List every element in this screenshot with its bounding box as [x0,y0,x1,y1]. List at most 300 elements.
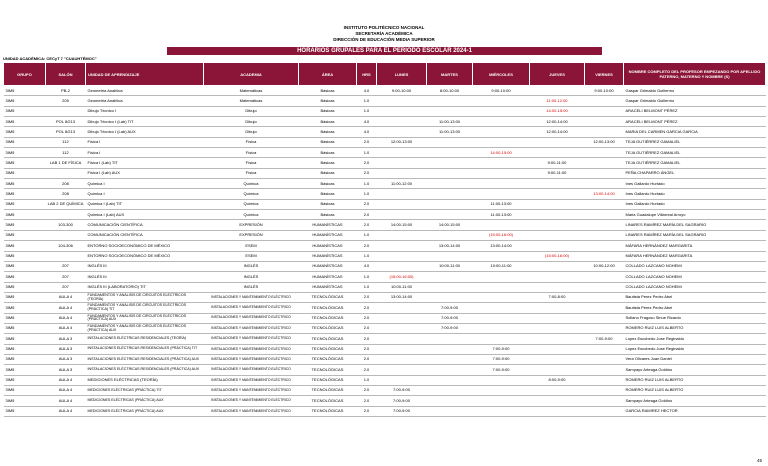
cell-academia: INSTALACIONES Y MANTENIMIENTO ELÉCTRICO [204,344,299,354]
cell-lunes: 7:00-9:00 [377,396,427,406]
table-row [4,220,766,230]
cell-miercoles [473,303,530,313]
cell-area: TECNOLÓGICAS [299,334,357,344]
cell-miercoles: 11:00-13:00 [473,199,530,209]
cell-salon: 104-306 [46,241,86,251]
cell-grupo: 3IM5 [4,158,46,168]
cell-salon: POL 8/213 [46,117,86,127]
table-row [4,282,766,292]
cell-area: HUMANÍSTICAS [299,230,357,240]
cell-salon: POL 8/213 [46,127,86,137]
cell-unidad: FUNDAMENTOS Y ANÁLISIS DE CIRCUITOS ELÉCTRICOS (PRÁCTICA) AUX [86,323,204,333]
cell-lunes: 10:00-11:00 [377,282,427,292]
cell-jueves [530,86,585,96]
cell-martes [427,282,473,292]
cell-hrs: 2.0 [357,344,377,354]
cell-academia: ESEM [204,241,299,251]
cell-lunes [377,127,427,137]
cell-hrs: 1.0 [357,282,377,292]
cell-grupo: 3IM5 [4,385,46,395]
cell-area: Básicas [299,158,357,168]
cell-area: TECNOLÓGICAS [299,292,357,302]
schedule-table [3,62,766,417]
cell-lunes: 12:00-13:00 [377,137,427,147]
cell-lunes [377,261,427,271]
cell-miercoles [473,251,530,261]
cell-grupo: 3IM5 [4,230,46,240]
table-row [4,272,766,282]
cell-grupo: 3IM5 [4,127,46,137]
cell-martes [427,96,473,106]
cell-area: TECNOLÓGICAS [299,396,357,406]
cell-martes [427,406,473,416]
cell-miercoles: 11:00-13:00 [473,210,530,220]
table-row [4,375,766,385]
cell-unidad: Física I (Lab) AUX [86,168,204,178]
cell-grupo: 3IM5 [4,344,46,354]
cell-viernes [585,323,624,333]
cell-unidad: FUNDAMENTOS Y ANÁLISIS DE CIRCUITOS ELÉCTRICOS (TEORÍA) [86,292,204,302]
cell-martes [427,385,473,395]
cell-lunes [377,323,427,333]
cell-viernes: 7:00-9:00 [585,334,624,344]
cell-martes [427,230,473,240]
cell-jueves [530,323,585,333]
table-header-row [4,63,766,86]
cell-jueves [530,241,585,251]
cell-profesor: COLLADO LAZCANO NOHEMI [624,282,766,292]
cell-jueves: 7:00-8:00 [530,292,585,302]
cell-academia: Dibujo [204,127,299,137]
cell-miercoles: 7:00-9:00 [473,354,530,364]
cell-salon [46,168,86,178]
cell-academia: Física [204,137,299,147]
cell-unidad: INGLÉS III (LABORATORIO) TIT [86,282,204,292]
cell-viernes [585,179,624,189]
cell-grupo: 3IM5 [4,406,46,416]
cell-profesor: TEJA GUTIÉRREZ GAMALIEL [624,137,766,147]
cell-lunes [377,210,427,220]
cell-salon: LAB 1 DE FÍSICA [46,158,86,168]
cell-viernes: 12:00-13:00 [585,137,624,147]
cell-grupo: 3IM5 [4,96,46,106]
cell-profesor: ARACELI BELMONT PÉREZ [624,106,766,116]
cell-martes: 13:00-14:00 [427,241,473,251]
cell-jueves [530,313,585,323]
cell-unidad: Química I (Lab) TIT [86,199,204,209]
cell-grupo: 3IM5 [4,189,46,199]
cell-miercoles [473,106,530,116]
cell-viernes [585,230,624,240]
cell-jueves [530,189,585,199]
cell-lunes [377,168,427,178]
cell-academia: INSTALACIONES Y MANTENIMIENTO ELÉCTRICO [204,375,299,385]
cell-viernes [585,241,624,251]
cell-jueves [530,220,585,230]
cell-jueves [530,199,585,209]
cell-academia: Física [204,168,299,178]
document-title: HORARIOS GRUPALES PARA EL PERIODO ESCOLAR 2024-1 [167,47,602,55]
cell-academia: Química [204,179,299,189]
cell-area: HUMANÍSTICAS [299,241,357,251]
cell-profesor: COLLADO LAZCANO NOHEMI [624,261,766,271]
cell-academia: Dibujo [204,106,299,116]
cell-martes [427,272,473,282]
cell-academia: INSTALACIONES Y MANTENIMIENTO ELÉCTRICO [204,292,299,302]
cell-salon: AULA 4 [46,406,86,416]
cell-miercoles [473,282,530,292]
cell-viernes [585,292,624,302]
cell-viernes [585,106,624,116]
cell-grupo: 3IM5 [4,303,46,313]
cell-grupo: 3IM5 [4,168,46,178]
cell-unidad: Física I [86,137,204,147]
table-row [4,292,766,302]
cell-hrs: 1.0 [357,272,377,282]
cell-profesor: LINARES RAMÍREZ MARÍA DEL SAGRARIO [624,220,766,230]
cell-viernes [585,354,624,364]
cell-hrs: 2.0 [357,385,377,395]
cell-unidad: Química I [86,189,204,199]
cell-jueves [530,282,585,292]
cell-viernes [585,127,624,137]
cell-salon: AULA 3 [46,365,86,375]
cell-miercoles [473,272,530,282]
cell-lunes [377,148,427,158]
cell-profesor: Sollano Fragoso Sinue Ricardo [624,313,766,323]
cell-academia: Química [204,189,299,199]
cell-jueves: 14:00-15:00 [530,106,585,116]
cell-martes [427,148,473,158]
cell-salon: 112 [46,148,86,158]
table-row [4,354,766,364]
col-header-hrs: HRS [357,63,377,86]
cell-martes: 8:00-10:00 [427,86,473,96]
cell-profesor: Ines Gallardo Hurtado [624,179,766,189]
cell-hrs: 1.0 [357,230,377,240]
cell-academia: INSTALACIONES Y MANTENIMIENTO ELÉCTRICO [204,303,299,313]
table-row [4,365,766,375]
cell-viernes [585,406,624,416]
table-row [4,334,766,344]
institution-name: INSTITUTO POLITÉCNICO NACIONAL [343,25,425,30]
cell-grupo: 3IM5 [4,251,46,261]
cell-lunes: (15:00-16:00) [377,272,427,282]
cell-academia: Matemáticas [204,86,299,96]
cell-area: Básicas [299,96,357,106]
cell-martes [427,199,473,209]
cell-grupo: 3IM5 [4,282,46,292]
cell-area: TECNOLÓGICAS [299,344,357,354]
cell-salon: 103-300 [46,220,86,230]
col-header-unidad: UNIDAD DE APRENDIZAJE [86,63,204,86]
cell-profesor: MÁFARA HERNÁNDEZ MARGARITA [624,251,766,261]
cell-area: Básicas [299,117,357,127]
table-row [4,385,766,395]
cell-profesor: LINARES RAMÍREZ MARÍA DEL SAGRARIO [624,230,766,240]
col-header-profesor: NOMBRE COMPLETO DEL PROFESOR EMPEZANDO POR APELLIDO PATERNO, MATERNO Y NOMBRE (S) [624,63,766,86]
cell-profesor: ROMERO RUIZ LUIS ALBERTO [624,375,766,385]
cell-unidad: INSTALACIONES ELÉCTRICAS RESIDENCIALES (TEORÍA) [86,334,204,344]
cell-grupo: 3IM5 [4,272,46,282]
table-row [4,251,766,261]
cell-hrs: 2.0 [357,210,377,220]
table-row [4,396,766,406]
cell-grupo: 3IM5 [4,354,46,364]
table-row [4,148,766,158]
cell-academia: INSTALACIONES Y MANTENIMIENTO ELÉCTRICO [204,323,299,333]
cell-grupo: 3IM5 [4,148,46,158]
cell-area: TECNOLÓGICAS [299,313,357,323]
cell-hrs: 2.0 [357,303,377,313]
cell-jueves [530,272,585,282]
unidad-academica: UNIDAD ACADÉMICA: CECyT 7 "CUAUHTÉMOC" [3,56,97,61]
col-header-lunes: LUNES [377,63,427,86]
cell-profesor: Sampayo Arteaga Goldino [624,396,766,406]
cell-salon: LAB 2 DE QUÍMICA [46,199,86,209]
cell-area: Básicas [299,137,357,147]
cell-viernes [585,396,624,406]
cell-area: TECNOLÓGICAS [299,365,357,375]
cell-grupo: 3IM5 [4,199,46,209]
cell-hrs: 4.0 [357,261,377,271]
cell-hrs: 2.0 [357,220,377,230]
cell-profesor: Lopez Escobedo Jose Reginaldo [624,344,766,354]
cell-academia: INGLÉS [204,282,299,292]
cell-grupo: 3IM5 [4,396,46,406]
cell-salon: 207 [46,282,86,292]
cell-miercoles: 9:00-10:00 [473,86,530,96]
cell-grupo: 3IM5 [4,261,46,271]
cell-profesor: TEJA GUTIÉRREZ GAMALIEL [624,148,766,158]
cell-martes: 10:00-11:00 [427,261,473,271]
cell-profesor: MARIA DEL CARMEN GARCIA GARCIA [624,127,766,137]
cell-salon: AULA 4 [46,396,86,406]
cell-lunes: 13:00-14:00 [377,292,427,302]
cell-jueves: 9:00-11:00 [530,158,585,168]
cell-salon: AULA 4 [46,292,86,302]
cell-hrs: 4.0 [357,117,377,127]
cell-profesor: Gaspar Grimaldo Guillermo [624,86,766,96]
cell-lunes [377,375,427,385]
cell-jueves [530,148,585,158]
cell-grupo: 3IM5 [4,86,46,96]
cell-salon: 207 [46,261,86,271]
table-row [4,189,766,199]
cell-salon [46,210,86,220]
cell-profesor: Ines Gallardo Hurtado [624,199,766,209]
cell-martes: 7:00-9:00 [427,303,473,313]
cell-unidad: INGLÉS III [86,272,204,282]
cell-viernes [585,365,624,375]
cell-hrs: 2.0 [357,323,377,333]
cell-jueves: 12:00-14:00 [530,117,585,127]
cell-jueves [530,385,585,395]
cell-academia: Física [204,158,299,168]
cell-grupo: 3IM5 [4,210,46,220]
cell-area: HUMANÍSTICAS [299,272,357,282]
cell-hrs: 2.0 [357,396,377,406]
cell-salon: AULA 4 [46,375,86,385]
cell-profesor: TEJA GUTIÉRREZ GAMALIEL [624,158,766,168]
cell-martes: 14:00-15:00 [427,220,473,230]
cell-miercoles [473,385,530,395]
cell-area: TECNOLÓGICAS [299,375,357,385]
cell-viernes [585,148,624,158]
cell-salon: AULA 3 [46,334,86,344]
table-row [4,261,766,271]
cell-unidad: Física I (Lab) TIT [86,158,204,168]
cell-profesor: PEÑA CHAPARRO ÁNGEL [624,168,766,178]
cell-hrs: 2.0 [357,199,377,209]
cell-grupo: 3IM5 [4,179,46,189]
cell-unidad: Física I [86,148,204,158]
cell-martes [427,251,473,261]
cell-unidad: ENTORNO SOCIOECONÓMICO DE MÉXICO [86,251,204,261]
cell-lunes [377,365,427,375]
cell-unidad: Geometría Analítica [86,86,204,96]
cell-viernes [585,272,624,282]
cell-lunes: 14:00-15:00 [377,220,427,230]
cell-lunes [377,96,427,106]
cell-salon: AULA 3 [46,354,86,364]
cell-unidad: Dibujo Técnico I (Lab) AUX [86,127,204,137]
cell-salon: AULA 4 [46,323,86,333]
cell-martes [427,344,473,354]
cell-viernes: 9:00-10:00 [585,86,624,96]
cell-lunes: 7:00-9:00 [377,406,427,416]
cell-salon: AULA 4 [46,303,86,313]
table-row [4,210,766,220]
cell-unidad: FUNDAMENTOS Y ANÁLISIS DE CIRCUITOS ELÉCTRICOS (PRÁCTICA) TIT [86,303,204,313]
cell-unidad: INSTALACIONES ELÉCTRICAS RESIDENCIALES (PRÁCTICA) TIT [86,344,204,354]
cell-hrs: 2.0 [357,334,377,344]
cell-lunes [377,241,427,251]
cell-unidad: ENTORNO SOCIOECONÓMICO DE MÉXICO [86,241,204,251]
table-row [4,199,766,209]
cell-academia: INSTALACIONES Y MANTENIMIENTO ELÉCTRICO [204,334,299,344]
cell-profesor: Bautista Perez Pedro Abel [624,303,766,313]
cell-academia: Química [204,199,299,209]
table-row [4,230,766,240]
cell-area: TECNOLÓGICAS [299,406,357,416]
cell-jueves [530,334,585,344]
cell-martes [427,292,473,302]
cell-viernes [585,375,624,385]
cell-salon: 205 [46,96,86,106]
cell-jueves [530,396,585,406]
cell-academia: INSTALACIONES Y MANTENIMIENTO ELÉCTRICO [204,406,299,416]
cell-jueves [530,365,585,375]
cell-martes [427,365,473,375]
cell-viernes [585,344,624,354]
cell-lunes [377,313,427,323]
cell-academia: INSTALACIONES Y MANTENIMIENTO ELÉCTRICO [204,313,299,323]
cell-area: Básicas [299,199,357,209]
page-number: 45 [756,458,762,463]
cell-miercoles [473,189,530,199]
cell-miercoles: 7:00-9:00 [473,365,530,375]
cell-area: TECNOLÓGICAS [299,385,357,395]
cell-lunes: 7:00-9:00 [377,385,427,395]
cell-jueves [530,406,585,416]
cell-viernes [585,220,624,230]
cell-profesor: ROMERO RUIZ LUIS ALBERTO [624,323,766,333]
cell-hrs: 1.0 [357,179,377,189]
table-row [4,137,766,147]
col-header-grupo: GRUPO [4,63,46,86]
cell-unidad: Química I [86,179,204,189]
col-header-academia: ACADEMIA [204,63,299,86]
cell-salon [46,230,86,240]
cell-miercoles [473,396,530,406]
cell-jueves [530,230,585,240]
cell-martes [427,189,473,199]
cell-martes [427,158,473,168]
cell-miercoles [473,127,530,137]
cell-martes [427,354,473,364]
cell-area: TECNOLÓGICAS [299,303,357,313]
cell-hrs: 1.0 [357,375,377,385]
cell-unidad: Dibujo Técnico I [86,106,204,116]
cell-lunes [377,106,427,116]
cell-grupo: 3IM5 [4,292,46,302]
cell-unidad: COMUNICACIÓN CIENTÍFICA [86,230,204,240]
cell-academia: Química [204,210,299,220]
cell-profesor: COLLADO LAZCANO NOHEMI [624,272,766,282]
cell-viernes: 13:00-14:00 [585,189,624,199]
col-header-area: ÁREA [299,63,357,86]
cell-miercoles [473,220,530,230]
cell-martes [427,396,473,406]
cell-grupo: 3IM5 [4,241,46,251]
table-row [4,117,766,127]
cell-miercoles [473,334,530,344]
cell-area: HUMANÍSTICAS [299,282,357,292]
cell-miercoles [473,292,530,302]
direction-name: DIRECCIÓN DE EDUCACIÓN MEDIA SUPERIOR [333,37,435,42]
cell-jueves: 8:00-9:00 [530,375,585,385]
cell-academia: INGLÉS [204,261,299,271]
cell-academia: EXPRESIÓN [204,220,299,230]
cell-hrs: 4.0 [357,127,377,137]
table-row [4,241,766,251]
cell-salon: AULA 3 [46,344,86,354]
cell-jueves [530,137,585,147]
cell-lunes [377,334,427,344]
cell-unidad: MEDICIONES ELÉCTRICAS (PRÁCTICA) AUX [86,396,204,406]
cell-lunes: 9:00-10:00 [377,86,427,96]
cell-salon [46,251,86,261]
table-row [4,313,766,323]
cell-grupo: 3IM5 [4,106,46,116]
cell-lunes [377,189,427,199]
cell-grupo: 3IM5 [4,365,46,375]
cell-lunes [377,303,427,313]
cell-profesor: Lopez Escobedo Jose Reginaldo [624,334,766,344]
table-row [4,344,766,354]
cell-unidad: FUNDAMENTOS Y ANÁLISIS DE CIRCUITOS ELÉCTRICOS (PRÁCTICA) AUX [86,313,204,323]
cell-area: Básicas [299,210,357,220]
cell-martes [427,106,473,116]
cell-academia: Matemáticas [204,96,299,106]
table-row [4,406,766,416]
cell-viernes: 10:00-12:00 [585,261,624,271]
cell-academia: EXPRESIÓN [204,230,299,240]
cell-hrs: 2.0 [357,406,377,416]
cell-unidad: INGLÉS III [86,261,204,271]
cell-profesor: ARACELI BELMONT PÉREZ [624,117,766,127]
